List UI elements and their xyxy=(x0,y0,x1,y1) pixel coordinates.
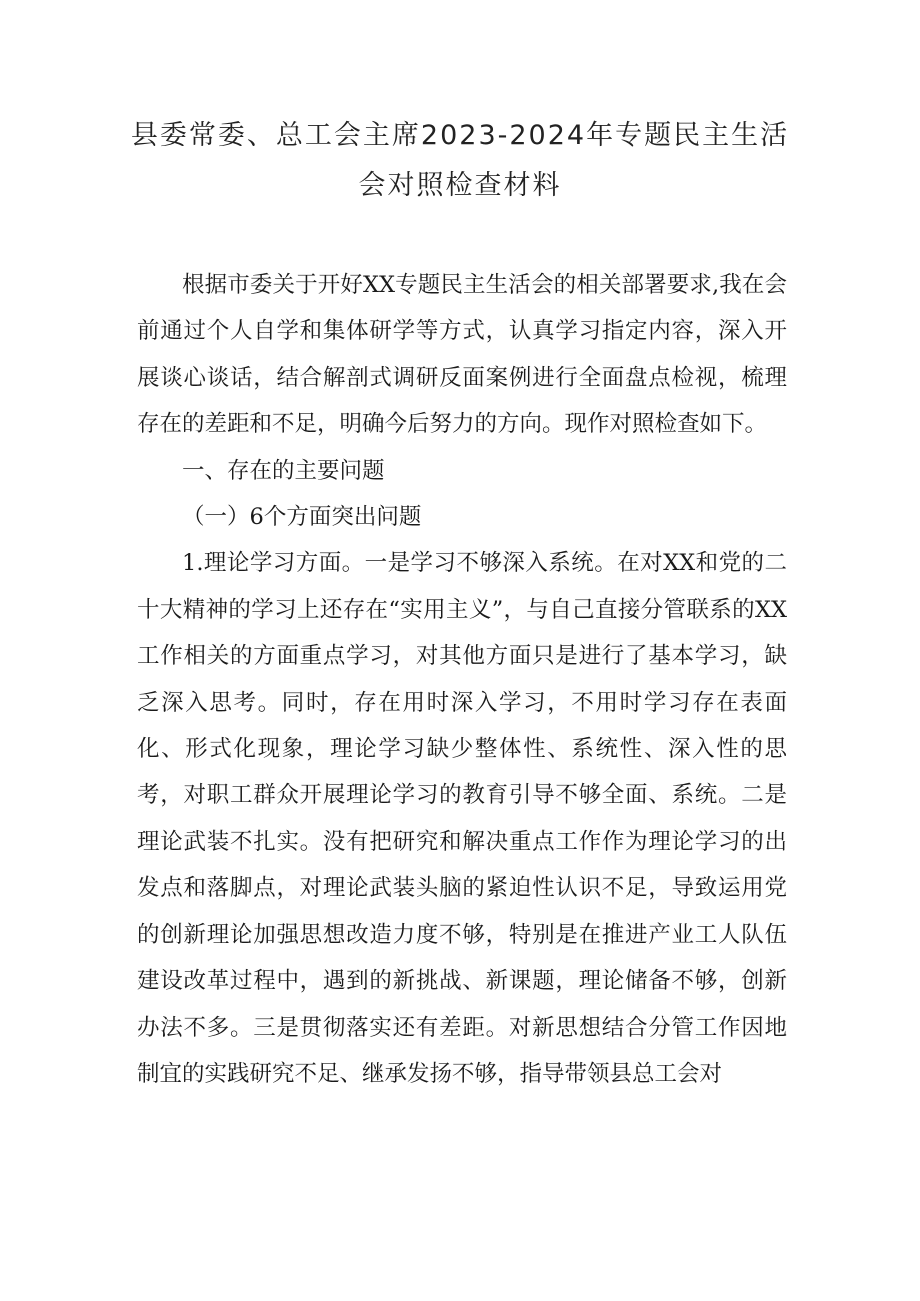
section-heading: 一、存在的主要问题 xyxy=(182,457,385,484)
item-paragraph: 1.理论学习方面。一是学习不够深入系统。在对XX和党的二十大精神的学习上还存在“实用主义”，与自己直接分管联系的XX工作相关的方面重点学习，对其他方面只是进行了基本学习，缺乏深入思考。同时，存在用时深入学习，不用时学习存在表面化、形式化现象，理论学习缺少整体性、系统性、深入性的思考，对职工群众开展理论学习的教育引导不够全面、系统。二是理论武装不扎实。没有把研究和解决重点工作作为理论学习的出发点和落脚点，对理论武装头脑的紧迫性认识不足，导致运用党的创新理论加强思想改造力度不够，特别是在推进产业工人队伍建设改革过程中，遇到的新挑战、新课题，理论储备不够，创新办法不多。三是贯彻落实还有差距。对新思想结合分管工作因地制宜的实践研究不足、继承发扬不够，指导带领县总工会对 xyxy=(137,550,787,1087)
document-title-line-2: 会对照检查材料 xyxy=(358,170,562,201)
intro-paragraph: 根据市委关于开好XX专题民主生活会的相关部署要求,我在会前通过个人自学和集体研学等方式，认真学习指定内容，深入开展谈心谈话，结合解剖式调研反面案例进行全面盘点检视，梳理存在的差距和不足，明确今后努力的方向。现作对照检查如下。 xyxy=(137,272,787,438)
subsection-heading: （一）6个方面突出问题 xyxy=(182,504,422,531)
document-body xyxy=(137,262,787,1097)
document-title-line-1: 县委常委、总工会主席2023-2024年专题民主生活 xyxy=(130,120,790,151)
